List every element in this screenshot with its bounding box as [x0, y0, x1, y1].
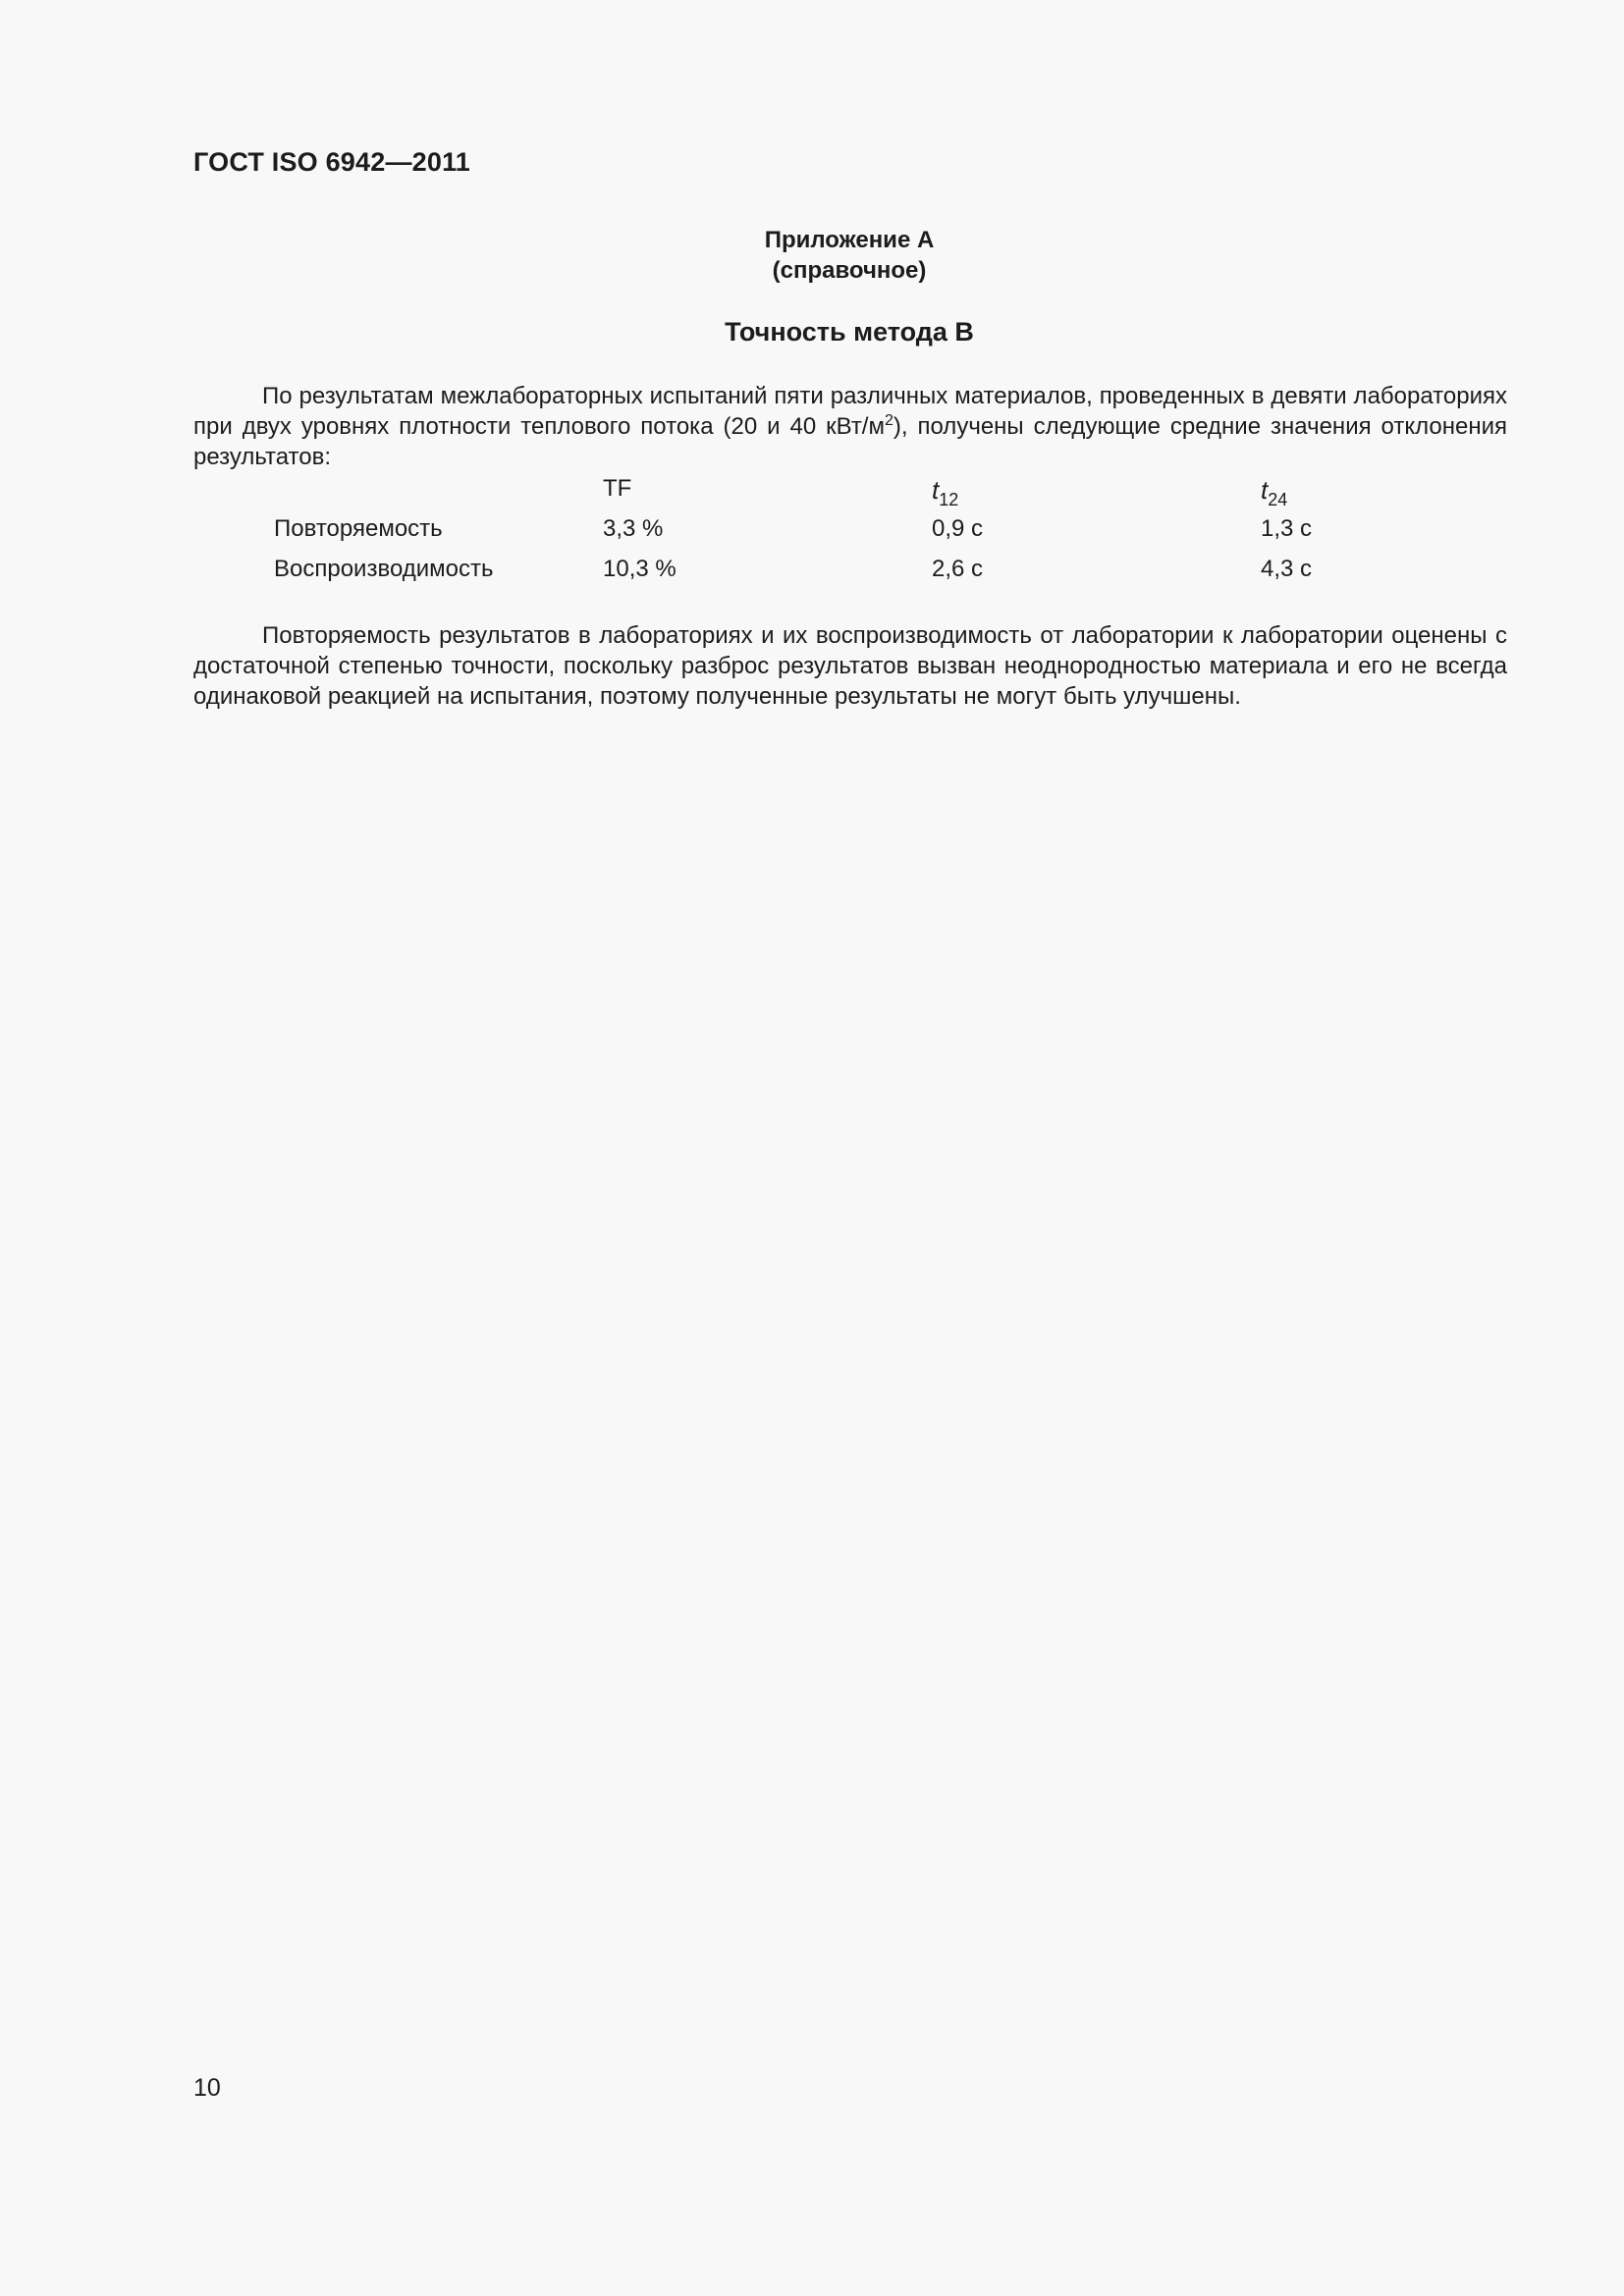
column-header-t24: $t_{24}$ — [1261, 475, 1288, 509]
document-header: ГОСТ ISO 6942—2011 — [193, 147, 471, 177]
row-label-repeatability: Повторяемость — [274, 515, 443, 542]
appendix-title: Приложение А — [764, 227, 935, 253]
intro-text-start: По результатам межлабораторных испытаний пяти различных материалов, проведенных в девяти лабораториях при двух уровнях плотности теплового потока (20 и 40 кВт/м — [193, 383, 1507, 440]
section-title: Точность метода В — [725, 317, 974, 347]
intro-paragraph — [193, 381, 1507, 472]
table-cell: 4,3 с — [1261, 556, 1313, 582]
table-row — [193, 556, 1509, 596]
table-row — [193, 515, 1509, 556]
table-cell: 10,3 % — [603, 556, 677, 582]
intro-text-end: ), получены следующие средние значения отклонения результатов: — [193, 413, 1507, 470]
table-cell: 2,6 с — [932, 556, 984, 582]
table-cell: 1,3 с — [1261, 515, 1313, 542]
column-header-t12: $t_{12}$ — [932, 475, 959, 509]
page-number: 10 — [193, 2074, 221, 2102]
row-label-reproducibility: Воспроизводимость — [274, 556, 494, 582]
table-cell: 0,9 с — [932, 515, 984, 542]
appendix-heading — [0, 225, 1624, 286]
appendix-type: (справочное) — [772, 257, 927, 284]
column-header-tf: TF — [603, 475, 632, 502]
unit-superscript: 2 — [884, 412, 893, 429]
conclusion-paragraph: Повторяемость результатов в лабораториях и их воспроизводимость от лаборатории к лаборатории оценены с достаточной степенью точности, поскольку разброс результатов вызван неоднородностью материала и его не всегда одинаковой реакцией на испытания, поэтому полученные результаты не могут быть улучшены. — [193, 622, 1507, 710]
table-header-row — [193, 477, 1509, 517]
table-cell: 3,3 % — [603, 515, 664, 542]
precision-table — [193, 477, 1509, 596]
